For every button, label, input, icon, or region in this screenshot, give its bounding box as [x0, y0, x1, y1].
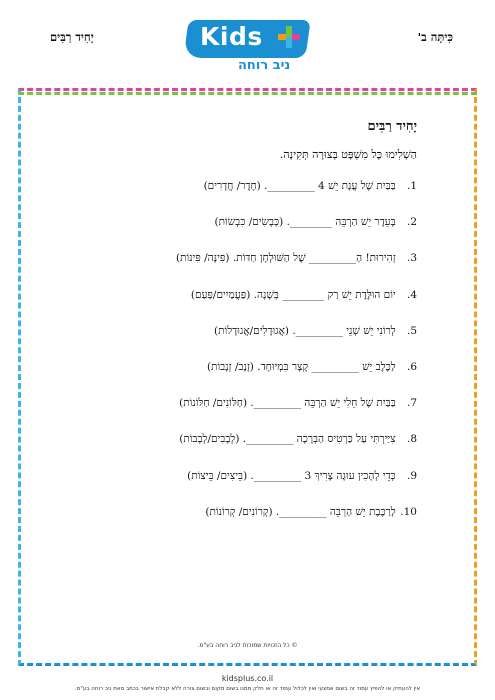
exercise-item [77, 252, 417, 264]
exercise-text[interactable]: יוֹם הוּלֶּדֶת יֵשׁ רַק ________ בְּשָׁנָה. (פַּעֲמַיִים/פַּעַם) [190, 288, 396, 301]
legal-notice: אין להעתיק או להפיץ עמוד זה בשום אמצעי ואין לכלול עמוד זה או חלק ממנו בשום מקום ובשום צורה ללא קבלת אישור בכתב מאת ניב רוחה בע"מ. [74, 686, 421, 692]
kidsplus-logo[interactable] [186, 20, 308, 76]
exercise-item [77, 506, 417, 518]
site-url[interactable]: kidsplus.co.il [221, 674, 274, 683]
worksheet-instruction: הַשְׁלִימוּ כָּל מִשְׁפָּט בְּצוּרָה תְּקִינָה. [279, 148, 417, 161]
grade-label: כִּיתָּה ב' [417, 30, 453, 44]
plus-bar-vertical [286, 26, 292, 48]
exercise-number: 2. [406, 216, 417, 229]
exercise-text[interactable]: לְרוֹנִי יֵשׁ שְׁנֵי _________. (אֲגוּדָלִים/אֲגוּדָלוֹת) [214, 324, 396, 337]
copyright-notice: © כל הזכויות שמורות לניב רוחה בע"מ. [197, 642, 298, 649]
exercise-item [77, 289, 417, 301]
exercise-number: 9. [406, 469, 417, 482]
exercise-text[interactable]: לַכֶּלֶב יֵשׁ _________ קָצָר בִּמְיוּחָד. (זָנָב/ זְנָבוֹת) [206, 361, 396, 373]
dashed-frame-top-accent [18, 92, 477, 95]
exercise-item [77, 325, 417, 337]
exercise-number: 5. [406, 324, 417, 337]
exercise-item [77, 433, 417, 445]
exercise-text[interactable]: בַּבַּיִת שֶׁל חֵלִי יֵשׁ הַרְבֵּה _________. (חַלּוֹנִים/ חַלּוֹנוֹת) [179, 397, 396, 410]
exercise-item [77, 397, 417, 409]
exercise-number: 7. [406, 397, 417, 410]
worksheet [77, 118, 417, 183]
exercise-text[interactable]: זְהִירוּת! הַ_________ שֶׁל הַשּׁוּלְחָן חַדּוֹת. (פִּינָּה/ פִּינּוֹת) [175, 252, 396, 265]
exercise-item [77, 180, 417, 192]
topic-header: יָחִיד רַבִּים [50, 30, 94, 44]
worksheet-title: יָחִיד רַבִּים [367, 119, 417, 134]
exercise-item [77, 216, 417, 228]
exercise-number: 3. [406, 252, 417, 265]
exercise-text[interactable]: בַּבַּיִת שֶׁל עֲנָת יֵשׁ 4 _________. (חֶדֶר/ חֲדָרִים) [203, 180, 396, 192]
plus-icon [278, 26, 300, 48]
exercise-number: 10. [400, 505, 417, 518]
exercise-number: 1. [406, 180, 417, 192]
exercise-item [77, 361, 417, 373]
logo-subtitle: ניב רוחה [238, 58, 291, 73]
exercise-text[interactable]: בָּעֵדֶר יֵשׁ הַרְבֵּה ________. (כְּבָשִׂים/ כִּבְשׂוֹת) [214, 216, 396, 229]
exercise-number: 4. [406, 288, 417, 301]
exercise-number: 8. [406, 433, 417, 446]
exercise-text[interactable]: לָרַכֶּבֶת יֵשׁ הַרְבֵּה _________. (קְרוֹנִים/ קְרוֹנוֹת) [205, 505, 396, 518]
logo-brand-text: Kids [200, 22, 263, 51]
exercise-text[interactable]: צִיַּירְתִּי עַל כַּרְטִיס הַבְּרָכָה _________. (לְבָבִים/לְבָבוֹת) [179, 433, 396, 446]
exercise-text[interactable]: כְּדֵי לְהָכִין עוּגָה צָרִיךְ 3 _________. (בֵּיצִים/ בֵּיצוֹת) [187, 469, 396, 482]
exercise-number: 6. [406, 361, 417, 373]
exercise-item [77, 470, 417, 482]
